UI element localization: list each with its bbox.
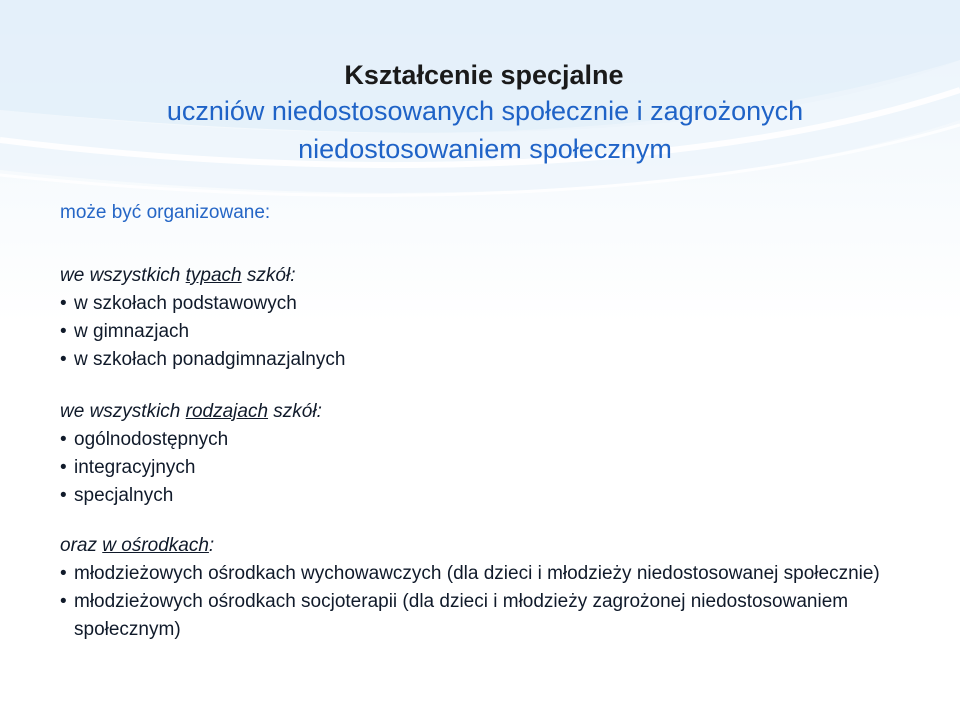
list-item [60,318,940,346]
list-item [60,588,940,644]
list-item-text: młodzieżowych ośrodkach wychowawczych (dla dzieci i młodzieży niedostosowanej społecznie) [74,563,880,584]
list-item [60,560,940,588]
list-item-text: młodzieżowych ośrodkach socjoterapii (dla dzieci i młodzieży zagrożonej niedostosowaniem społecznym) [74,591,849,640]
bullet: • [60,457,67,478]
heading-text: we wszystkich [60,265,186,286]
list-item-text: w szkołach ponadgimnazjalnych [74,349,346,370]
list-item [60,346,940,374]
list-item [60,290,940,318]
slide-content [60,200,940,644]
list-centres [60,560,940,644]
title-block [0,58,960,168]
list-school-types [60,290,940,374]
spacer [60,374,940,398]
bullet: • [60,293,67,314]
heading-text: we wszystkich [60,401,186,422]
list-item [60,454,940,482]
list-item-text: w szkołach podstawowych [74,293,297,314]
intro-text: może być organizowane: [60,202,271,223]
bullet: • [60,485,67,506]
section-heading-centres [60,532,940,560]
bullet: • [60,349,67,370]
bullet: • [60,321,67,342]
list-item [60,482,940,510]
heading-text: szkół: [268,401,322,422]
bullet: • [60,591,67,612]
section-heading-school-types [60,262,940,290]
bullet: • [60,429,67,450]
slide-subtitle-line-1: uczniów niedostosowanych społecznie i zagrożonych [166,96,804,126]
heading-text: oraz [60,535,103,556]
slide-subtitle-line-2: niedostosowaniem społecznym [298,134,672,164]
heading-underlined-text: w ośrodkach [102,535,209,556]
list-school-kinds [60,426,940,510]
heading-underlined-text: typach [185,265,242,286]
list-item-text: w gimnazjach [74,321,190,342]
heading-underlined-text: rodzajach [185,401,269,422]
list-item-text: specjalnych [74,485,174,506]
heading-text: szkół: [241,265,296,286]
list-item-text: ogólnodostępnych [74,429,229,450]
heading-text: : [208,535,215,556]
bullet: • [60,563,67,584]
list-item-text: integracyjnych [74,457,196,478]
section-heading-school-kinds [60,398,940,426]
spacer [60,510,940,532]
slide-title: Kształcenie specjalne [344,60,624,90]
list-item [60,426,940,454]
